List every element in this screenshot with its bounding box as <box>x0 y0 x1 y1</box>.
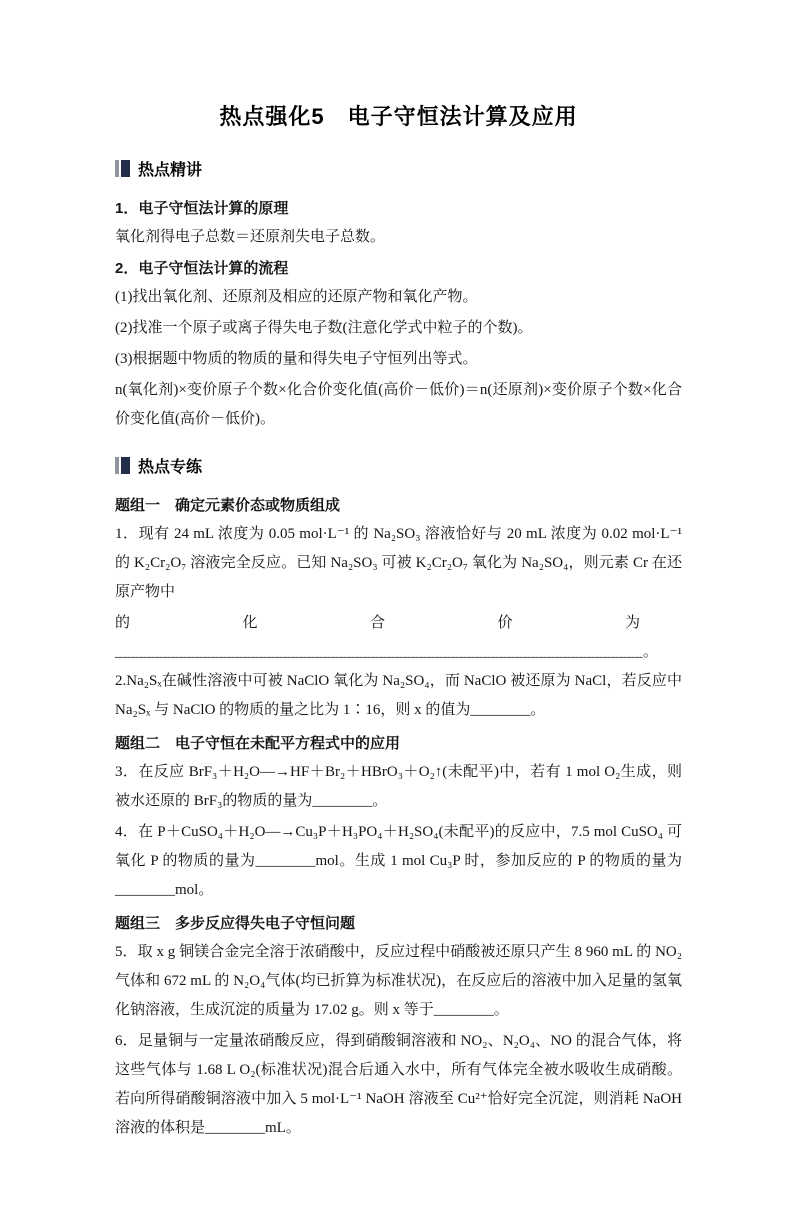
question-6: 6．足量铜与一定量浓硝酸反应，得到硝酸铜溶液和 NO₂、N₂O₄、NO 的混合气体，将这些气体与 1.68 L O₂(标准状况)混合后通入水中，所有气体完全被水吸收生成硝酸。若向所得硝酸铜溶液中加入 5 mol·L⁻¹ NaOH 溶液至 Cu²⁺恰好完全沉淀，则消耗 NaOH 溶液的体积是________mL。 <box>115 1033 682 1136</box>
question-3: 3．在反应 BrF₃＋H₂O―→HF＋Br₂＋HBrO₃＋O₂↑(未配平)中，若有 1 mol O₂生成，则被水还原的 BrF₃的物质的量为________。 <box>115 764 682 809</box>
heading-principle: 1．电子守恒法计算的原理 <box>115 200 289 217</box>
section-header-hotspot-practice <box>115 454 682 477</box>
paragraph-step-2: (2)找准一个原子或离子得失电子数(注意化学式中粒子的个数)。 <box>115 320 533 336</box>
paragraph-step-1: (1)找出氧化剂、还原剂及相应的还原产物和氧化产物。 <box>115 289 478 305</box>
question-1-justified-line: 的化合价为 <box>115 615 640 631</box>
group-title-2: 题组二 电子守恒在未配平方程式中的应用 <box>115 735 401 752</box>
heading-process: 2．电子守恒法计算的流程 <box>115 260 289 277</box>
paragraph-principle-body: 氧化剂得电子总数＝还原剂失电子总数。 <box>115 229 386 245</box>
question-2: 2.Na₂Sₓ在碱性溶液中可被 NaClO 氧化为 Na₂SO₄，而 NaClO 被还原为 NaCl，若反应中 Na₂Sₓ 与 NaClO 的物质的量之比为 1∶16，则 x 的值为________。 <box>115 673 682 718</box>
section-header-label: 热点专练 <box>138 459 203 476</box>
group-title-1: 题组一 确定元素价态或物质组成 <box>115 497 341 514</box>
section-header-label: 热点精讲 <box>138 162 203 179</box>
question-4: 4．在 P＋CuSO₄＋H₂O―→Cu₃P＋H₃PO₄＋H₂SO₄(未配平)的反应中，7.5 mol CuSO₄ 可氧化 P 的物质的量为________mol。生成 1 mol Cu₃P 时，参加反应的 P 的物质的量为________mol。 <box>115 824 682 898</box>
paragraph-step-3: (3)根据题中物质的物质的量和得失电子守恒列出等式。 <box>115 351 478 367</box>
section-marker-icon <box>115 160 130 177</box>
section-marker-icon <box>115 457 130 474</box>
question-1-answer-blank: __________________________________________________________________。 <box>115 644 659 660</box>
question-5: 5．取 x g 铜镁合金完全溶于浓硝酸中，反应过程中硝酸被还原只产生 8 960 mL 的 NO₂气体和 672 mL 的 N₂O₄气体(均已折算为标准状况)，在反应后的溶液中加入足量的氢氧化钠溶液，生成沉淀的质量为 17.02 g。则 x 等于________。 <box>115 944 682 1018</box>
question-1: 1．现有 24 mL 浓度为 0.05 mol·L⁻¹ 的 Na₂SO₃ 溶液恰好与 20 mL 浓度为 0.02 mol·L⁻¹ 的 K₂Cr₂O₇ 溶液完全反应。已知 Na₂SO₃ 可被 K₂Cr₂O₇ 氧化为 Na₂SO₄，则元素 Cr 在还原产物中 <box>115 526 682 600</box>
page-title: 热点强化5 电子守恒法计算及应用 <box>219 104 578 129</box>
group-title-3: 题组三 多步反应得失电子守恒问题 <box>115 915 356 932</box>
paragraph-equation: n(氧化剂)×变价原子个数×化合价变化值(高价－低价)＝n(还原剂)×变价原子个数×化合价变化值(高价－低价)。 <box>115 382 682 427</box>
section-header-hotspot-explain <box>115 157 682 180</box>
